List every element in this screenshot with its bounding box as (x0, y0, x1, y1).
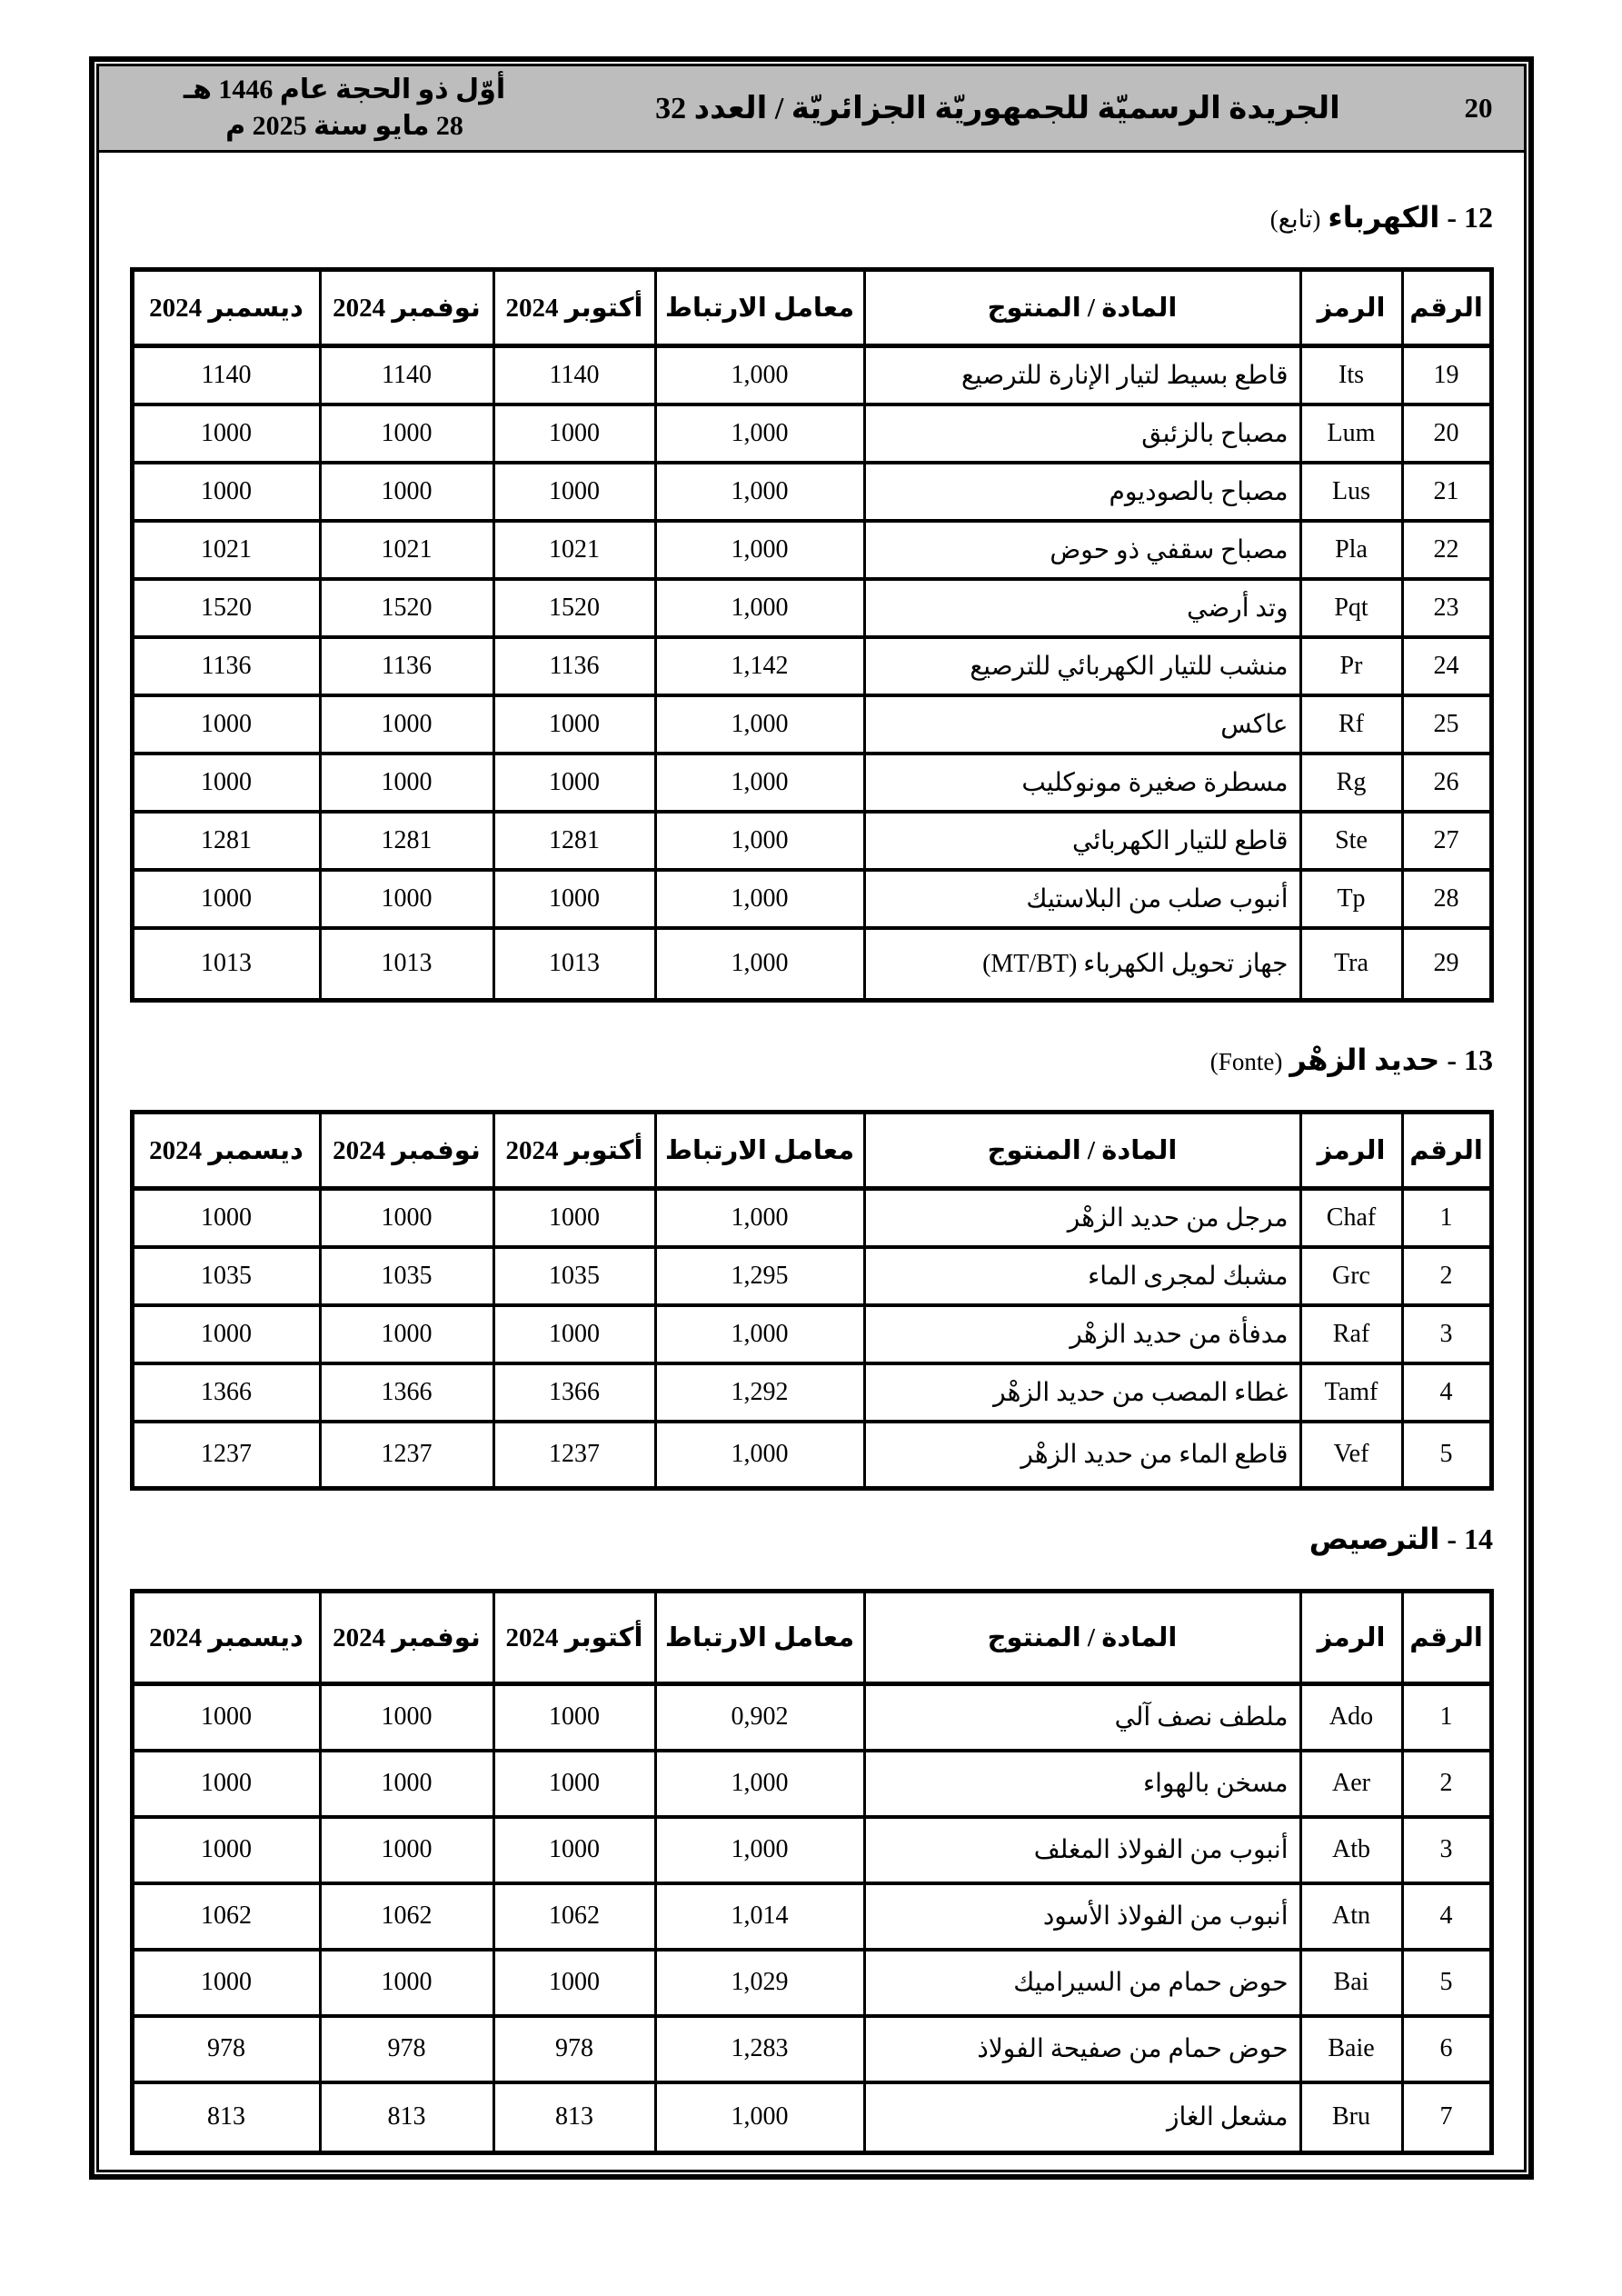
col-product: المادة / المنتوج (864, 270, 1300, 346)
rates-table (130, 267, 1494, 1003)
october-value-cell: 1035 (493, 1247, 655, 1305)
code-cell: Vef (1300, 1422, 1402, 1489)
table-row (132, 2082, 1491, 2153)
table-header-row (132, 1592, 1491, 1684)
october-value-cell: 1000 (493, 870, 655, 928)
product-cell: غطاء المصب من حديد الزهْر (864, 1363, 1300, 1422)
december-value-cell: 1000 (132, 463, 320, 521)
december-value-cell: 1000 (132, 404, 320, 463)
december-value-cell: 1013 (132, 928, 320, 1001)
table-row (132, 1751, 1491, 1817)
code-cell: Atn (1300, 1883, 1402, 1950)
october-value-cell: 978 (493, 2016, 655, 2082)
november-value-cell: 1000 (320, 1305, 493, 1363)
december-value-cell: 1237 (132, 1422, 320, 1489)
october-value-cell: 1520 (493, 579, 655, 637)
product-cell: مدفأة من حديد الزهْر (864, 1305, 1300, 1363)
page-inner-frame (96, 64, 1527, 2172)
row-number-cell: 19 (1402, 346, 1491, 404)
december-value-cell: 1000 (132, 1751, 320, 1817)
col-november: نوفمبر 2024 (320, 1592, 493, 1684)
product-cell: مشعل الغاز (864, 2082, 1300, 2153)
table-row (132, 870, 1491, 928)
october-value-cell: 1000 (493, 1189, 655, 1247)
row-number-cell: 5 (1402, 1950, 1491, 2016)
december-value-cell: 1000 (132, 1189, 320, 1247)
november-value-cell: 1000 (320, 1817, 493, 1883)
december-value-cell: 1035 (132, 1247, 320, 1305)
november-value-cell: 1062 (320, 1883, 493, 1950)
col-october: أكتوبر 2024 (493, 1592, 655, 1684)
col-december: ديسمبر 2024 (132, 270, 320, 346)
col-code: الرمز (1300, 270, 1402, 346)
product-cell: مشبك لمجرى الماء (864, 1247, 1300, 1305)
november-value-cell: 1140 (320, 346, 493, 404)
coefficient-cell: 1,000 (655, 1189, 864, 1247)
code-cell: Rf (1300, 695, 1402, 754)
section-title (126, 1522, 1497, 1556)
table-row (132, 346, 1491, 404)
table-row (132, 521, 1491, 579)
col-number: الرقم (1402, 1113, 1491, 1189)
november-value-cell: 1000 (320, 1751, 493, 1817)
journal-title: الجريدة الرسميّة للجمهوريّة الجزائريّة / العدد 32 (655, 92, 1340, 125)
coefficient-cell: 1,142 (655, 637, 864, 695)
page-content (99, 153, 1524, 2170)
product-cell: أنبوب من الفولاذ المغلف (864, 1817, 1300, 1883)
october-value-cell: 1000 (493, 754, 655, 812)
product-cell: عاكس (864, 695, 1300, 754)
code-cell: Grc (1300, 1247, 1402, 1305)
november-value-cell: 1000 (320, 404, 493, 463)
row-number-cell: 2 (1402, 1751, 1491, 1817)
col-product: المادة / المنتوج (864, 1113, 1300, 1189)
page-number: 20 (1464, 92, 1493, 124)
december-value-cell: 1366 (132, 1363, 320, 1422)
product-cell: حوض حمام من السيراميك (864, 1950, 1300, 2016)
october-value-cell: 1000 (493, 1817, 655, 1883)
col-coefficient: معامل الارتباط (655, 270, 864, 346)
november-value-cell: 1237 (320, 1422, 493, 1489)
product-cell: أنبوب من الفولاذ الأسود (864, 1883, 1300, 1950)
november-value-cell: 1035 (320, 1247, 493, 1305)
row-number-cell: 27 (1402, 812, 1491, 870)
coefficient-cell: 1,029 (655, 1950, 864, 2016)
col-number: الرقم (1402, 270, 1491, 346)
col-october: أكتوبر 2024 (493, 1113, 655, 1189)
row-number-cell: 4 (1402, 1883, 1491, 1950)
row-number-cell: 4 (1402, 1363, 1491, 1422)
december-value-cell: 1000 (132, 1305, 320, 1363)
table-row (132, 579, 1491, 637)
section-title-main: 14 - الترصيص (1309, 1522, 1493, 1555)
row-number-cell: 22 (1402, 521, 1491, 579)
october-value-cell: 1281 (493, 812, 655, 870)
section-plumbing (126, 1522, 1497, 2155)
october-value-cell: 1062 (493, 1883, 655, 1950)
row-number-cell: 5 (1402, 1422, 1491, 1489)
coefficient-cell: 1,000 (655, 346, 864, 404)
row-number-cell: 1 (1402, 1189, 1491, 1247)
coefficient-cell: 1,000 (655, 928, 864, 1001)
col-product: المادة / المنتوج (864, 1592, 1300, 1684)
october-value-cell: 1136 (493, 637, 655, 695)
row-number-cell: 20 (1402, 404, 1491, 463)
table-row (132, 1189, 1491, 1247)
row-number-cell: 6 (1402, 2016, 1491, 2082)
table-row (132, 754, 1491, 812)
section-title-main: 13 - حديد الزهْر (1289, 1043, 1493, 1076)
coefficient-cell: 1,295 (655, 1247, 864, 1305)
code-cell: Rg (1300, 754, 1402, 812)
product-cell: جهاز تحويل الكهرباء (MT/BT) (864, 928, 1300, 1001)
december-value-cell: 1000 (132, 1950, 320, 2016)
october-value-cell: 1000 (493, 695, 655, 754)
november-value-cell: 1000 (320, 463, 493, 521)
row-number-cell: 24 (1402, 637, 1491, 695)
code-cell: Ado (1300, 1684, 1402, 1751)
product-cell: مسطرة صغيرة مونوكليب (864, 754, 1300, 812)
section-title-main: 12 - الكهرباء (1328, 201, 1493, 234)
row-number-cell: 3 (1402, 1817, 1491, 1883)
date-gregorian: 28 مايو سنة 2025 م (225, 111, 463, 141)
code-cell: Raf (1300, 1305, 1402, 1363)
october-value-cell: 1021 (493, 521, 655, 579)
coefficient-cell: 1,000 (655, 463, 864, 521)
december-value-cell: 1000 (132, 1684, 320, 1751)
coefficient-cell: 1,000 (655, 1817, 864, 1883)
table-row (132, 1684, 1491, 1751)
section-cast-iron (126, 1043, 1497, 1491)
coefficient-cell: 1,000 (655, 1751, 864, 1817)
table-row (132, 1950, 1491, 2016)
october-value-cell: 1000 (493, 404, 655, 463)
code-cell: Baie (1300, 2016, 1402, 2082)
row-number-cell: 21 (1402, 463, 1491, 521)
code-cell: Bai (1300, 1950, 1402, 2016)
coefficient-cell: 1,000 (655, 1422, 864, 1489)
november-value-cell: 1000 (320, 695, 493, 754)
product-cell: ملطف نصف آلي (864, 1684, 1300, 1751)
col-code: الرمز (1300, 1113, 1402, 1189)
table-header-row (132, 1113, 1491, 1189)
coefficient-cell: 1,014 (655, 1883, 864, 1950)
coefficient-cell: 1,000 (655, 695, 864, 754)
code-cell: Tamf (1300, 1363, 1402, 1422)
product-cell: قاطع الماء من حديد الزهْر (864, 1422, 1300, 1489)
december-value-cell: 1520 (132, 579, 320, 637)
code-cell: Tp (1300, 870, 1402, 928)
row-number-cell: 1 (1402, 1684, 1491, 1751)
coefficient-cell: 1,000 (655, 1305, 864, 1363)
november-value-cell: 1000 (320, 870, 493, 928)
table-row (132, 637, 1491, 695)
november-value-cell: 1000 (320, 1189, 493, 1247)
section-title-suffix: (Fonte) (1209, 1048, 1283, 1075)
col-december: ديسمبر 2024 (132, 1592, 320, 1684)
november-value-cell: 1000 (320, 754, 493, 812)
col-coefficient: معامل الارتباط (655, 1592, 864, 1684)
table-row (132, 1883, 1491, 1950)
table-row (132, 1422, 1491, 1489)
product-cell: حوض حمام من صفيحة الفولاذ (864, 2016, 1300, 2082)
november-value-cell: 1021 (320, 521, 493, 579)
october-value-cell: 1237 (493, 1422, 655, 1489)
product-cell: قاطع بسيط لتيار الإنارة للترصيع (864, 346, 1300, 404)
coefficient-cell: 1,000 (655, 404, 864, 463)
code-cell: Aer (1300, 1751, 1402, 1817)
product-cell: مصباح بالزئبق (864, 404, 1300, 463)
coefficient-cell: 1,283 (655, 2016, 864, 2082)
code-cell: Tra (1300, 928, 1402, 1001)
table-row (132, 1363, 1491, 1422)
col-december: ديسمبر 2024 (132, 1113, 320, 1189)
code-cell: Ste (1300, 812, 1402, 870)
code-cell: Its (1300, 346, 1402, 404)
table-row (132, 463, 1491, 521)
row-number-cell: 29 (1402, 928, 1491, 1001)
product-cell: منشب للتيار الكهربائي للترصيع (864, 637, 1300, 695)
col-november: نوفمبر 2024 (320, 270, 493, 346)
product-cell: مصباح بالصوديوم (864, 463, 1300, 521)
november-value-cell: 1000 (320, 1950, 493, 2016)
coefficient-cell: 1,000 (655, 812, 864, 870)
table-row (132, 1247, 1491, 1305)
row-number-cell: 25 (1402, 695, 1491, 754)
november-value-cell: 978 (320, 2016, 493, 2082)
december-value-cell: 978 (132, 2016, 320, 2082)
december-value-cell: 1000 (132, 695, 320, 754)
code-cell: Bru (1300, 2082, 1402, 2153)
product-cell: وتد أرضي (864, 579, 1300, 637)
section-electricity (126, 200, 1497, 1003)
page-outer-frame (89, 56, 1534, 2180)
product-cell: مصباح سقفي ذو حوض (864, 521, 1300, 579)
product-cell: قاطع للتيار الكهربائي (864, 812, 1300, 870)
code-cell: Chaf (1300, 1189, 1402, 1247)
col-november: نوفمبر 2024 (320, 1113, 493, 1189)
coefficient-cell: 1,000 (655, 579, 864, 637)
col-code: الرمز (1300, 1592, 1402, 1684)
product-cell: أنبوب صلب من البلاستيك (864, 870, 1300, 928)
table-row (132, 928, 1491, 1001)
col-october: أكتوبر 2024 (493, 270, 655, 346)
table-row (132, 404, 1491, 463)
november-value-cell: 813 (320, 2082, 493, 2153)
coefficient-cell: 0,902 (655, 1684, 864, 1751)
november-value-cell: 1000 (320, 1684, 493, 1751)
coefficient-cell: 1,292 (655, 1363, 864, 1422)
code-cell: Atb (1300, 1817, 1402, 1883)
row-number-cell: 23 (1402, 579, 1491, 637)
october-value-cell: 1000 (493, 463, 655, 521)
row-number-cell: 28 (1402, 870, 1491, 928)
date-hijri: أوّل ذو الحجة عام 1446 هـ (183, 75, 506, 105)
november-value-cell: 1520 (320, 579, 493, 637)
december-value-cell: 1062 (132, 1883, 320, 1950)
product-cell: مرجل من حديد الزهْر (864, 1189, 1300, 1247)
december-value-cell: 1000 (132, 870, 320, 928)
table-header-row (132, 270, 1491, 346)
col-number: الرقم (1402, 1592, 1491, 1684)
code-cell: Pqt (1300, 579, 1402, 637)
coefficient-cell: 1,000 (655, 2082, 864, 2153)
october-value-cell: 813 (493, 2082, 655, 2153)
col-coefficient: معامل الارتباط (655, 1113, 864, 1189)
row-number-cell: 3 (1402, 1305, 1491, 1363)
code-cell: Lus (1300, 463, 1402, 521)
october-value-cell: 1000 (493, 1305, 655, 1363)
code-cell: Lum (1300, 404, 1402, 463)
coefficient-cell: 1,000 (655, 754, 864, 812)
code-cell: Pr (1300, 637, 1402, 695)
december-value-cell: 1000 (132, 1817, 320, 1883)
section-title (126, 1043, 1497, 1077)
december-value-cell: 1136 (132, 637, 320, 695)
section-title (126, 200, 1497, 235)
date-block (99, 72, 562, 145)
december-value-cell: 1000 (132, 754, 320, 812)
october-value-cell: 1013 (493, 928, 655, 1001)
coefficient-cell: 1,000 (655, 870, 864, 928)
row-number-cell: 26 (1402, 754, 1491, 812)
rates-table (130, 1110, 1494, 1491)
december-value-cell: 1281 (132, 812, 320, 870)
section-title-suffix: (تابع) (1269, 205, 1321, 233)
december-value-cell: 813 (132, 2082, 320, 2153)
table-row (132, 812, 1491, 870)
table-row (132, 2016, 1491, 2082)
table-row (132, 1817, 1491, 1883)
rates-table (130, 1589, 1494, 2155)
table-row (132, 695, 1491, 754)
row-number-cell: 7 (1402, 2082, 1491, 2153)
november-value-cell: 1366 (320, 1363, 493, 1422)
coefficient-cell: 1,000 (655, 521, 864, 579)
code-cell: Pla (1300, 521, 1402, 579)
october-value-cell: 1000 (493, 1751, 655, 1817)
october-value-cell: 1140 (493, 346, 655, 404)
header-band (99, 66, 1524, 153)
october-value-cell: 1000 (493, 1950, 655, 2016)
november-value-cell: 1136 (320, 637, 493, 695)
november-value-cell: 1013 (320, 928, 493, 1001)
table-row (132, 1305, 1491, 1363)
row-number-cell: 2 (1402, 1247, 1491, 1305)
december-value-cell: 1140 (132, 346, 320, 404)
december-value-cell: 1021 (132, 521, 320, 579)
october-value-cell: 1366 (493, 1363, 655, 1422)
product-cell: مسخن بالهواء (864, 1751, 1300, 1817)
october-value-cell: 1000 (493, 1684, 655, 1751)
november-value-cell: 1281 (320, 812, 493, 870)
